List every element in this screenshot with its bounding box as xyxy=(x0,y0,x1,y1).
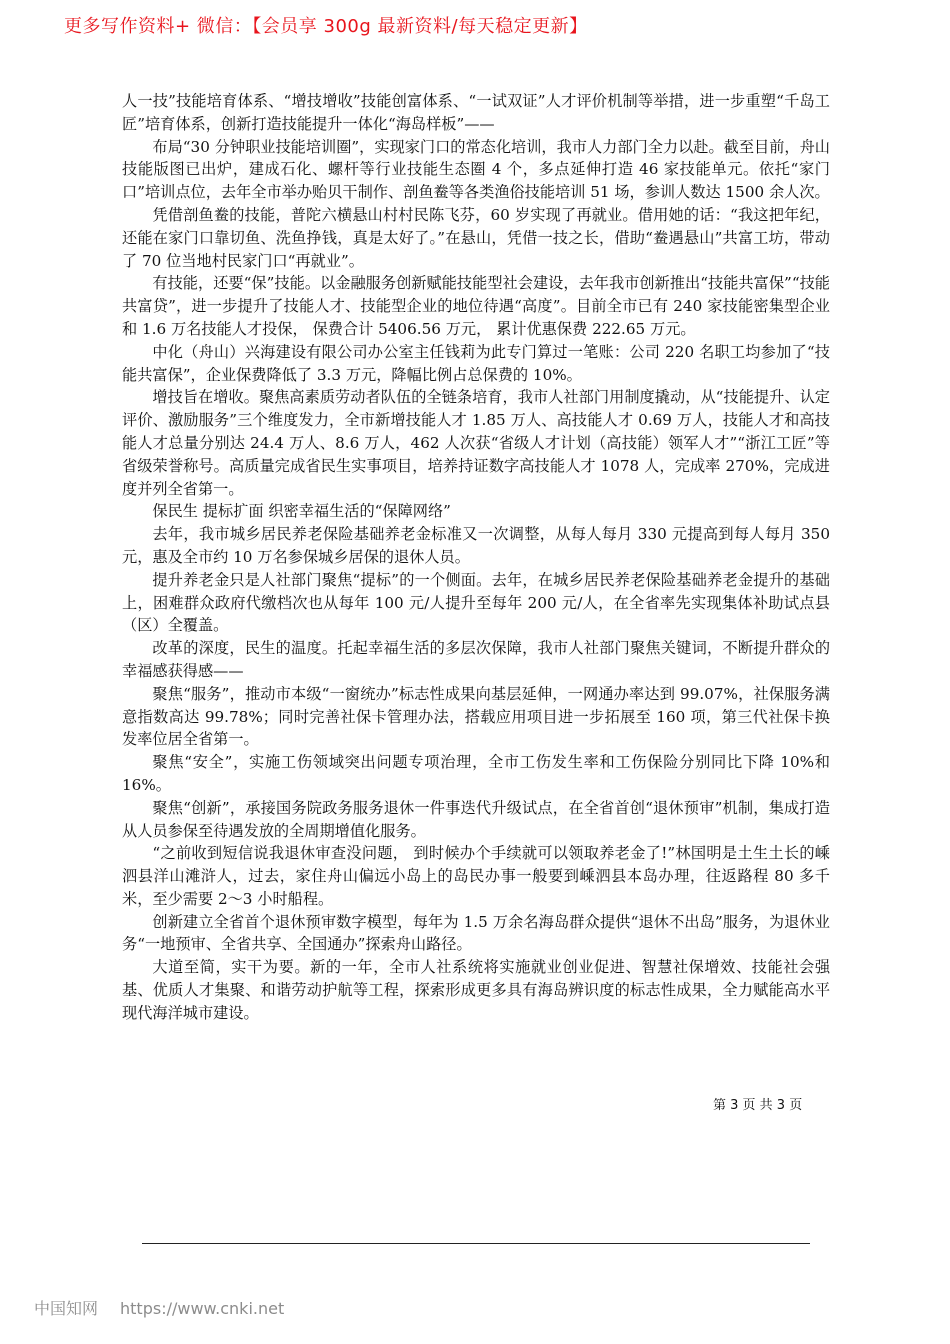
page-number: 第 3 页 共 3 页 xyxy=(713,1098,803,1113)
article-paragraph: 聚焦“安全”，实施工伤领域突出问题专项治理，全市工伤发生率和工伤保险分别同比下降 10%和 16%。 xyxy=(122,753,830,794)
article-paragraph: 去年，我市城乡居民养老保险基础养老金标准又一次调整，从每人每月 330 元提高到每人每月 350 元，惠及全市约 10 万名参保城乡居保的退休人员。 xyxy=(122,525,830,566)
article-paragraph: 聚焦“服务”，推动市本级“一窗统办”标志性成果向基层延伸，一网通办率达到 99.07%，社保服务满意指数高达 99.78%；同时完善社保卡管理办法，搭载应用项目进一步拓展至 160 项，第三代社保卡换发率位居全省第一。 xyxy=(122,684,830,749)
article-paragraph: 大道至简，实干为要。新的一年，全市人社系统将实施就业创业促进、智慧社保增效、技能社会强基、优质人才集聚、和谐劳动护航等工程，探索形成更多具有海岛辨识度的标志性成果，全力赋能高水平现代海洋城市建设。 xyxy=(122,958,830,1022)
article-paragraph: 聚焦“创新”，承接国务院政务服务退休一件事迭代升级试点，在全省首创“退休预审”机制，集成打造从人员参保至待遇发放的全周期增值化服务。 xyxy=(122,798,830,840)
article-paragraph: 提升养老金只是人社部门聚焦“提标”的一个侧面。去年，在城乡居民养老保险基础养老金提升的基础上，困难群众政府代缴档次也从每年 100 元/人提升至每年 200 元/人，在全省率先实现集体补助试点县（区）全覆盖。 xyxy=(122,570,830,635)
promo-banner: 更多写作资料+ 微信：【会员享 300g 最新资料/每天稳定更新】 xyxy=(64,16,588,37)
footer-divider xyxy=(142,1243,810,1244)
article-paragraph: 保民生 提标扩面 织密幸福生活的“保障网络” xyxy=(152,502,451,521)
article-paragraph: 人一技”技能培育体系、“增技增收”技能创富体系、“一试双证”人才评价机制等举措，进一步重塑“千岛工匠”培育体系，创新打造技能提升一体化“海岛样板”—— xyxy=(122,92,830,133)
article-paragraph: 创新建立全省首个退休预审数字模型，每年为 1.5 万余名海岛群众提供“退休不出岛”服务，为退休业务“一地预审、全省共享、全国通办”探索舟山路径。 xyxy=(122,912,830,954)
article-paragraph: 布局“30 分钟职业技能培训圈”，实现家门口的常态化培训，我市人力部门全力以赴。截至目前，舟山技能版图已出炉，建成石化、螺杆等行业技能生态圈 4 个，多点延伸打造 46 家技能单元。依托“家门口”培训点位，去年全市举办贻贝干制作、剖鱼鲞等各类渔俗技能培训 51 场，参训人数达 1500 余人次。 xyxy=(122,137,830,202)
article-paragraph: 中化（舟山）兴海建设有限公司办公室主任钱莉为此专门算过一笔账：公司 220 名职工均参加了“技能共富保”，企业保费降低了 3.3 万元，降幅比例占总保费的 10%。 xyxy=(122,342,830,384)
article-paragraph: 增技旨在增收。聚焦高素质劳动者队伍的全链条培育，我市人社部门用制度撬动，从“技能提升、认定评价、激励服务”三个维度发力，全市新增技能人才 1.85 万人、高技能人才 0.69 万人，技能人才和高技能人才总量分别达 24.4 万人、8.6 万人，462 人次获“省级人才计划（高技能）领军人才”“浙江工匠”等省级荣誉称号。高质量完成省民生实事项目，培养持证数字高技能人才 1078 人，完成率 270%，完成进度并列全省第一。 xyxy=(122,388,830,498)
article-paragraph: “之前收到短信说我退休审查没问题， 到时候办个手续就可以领取养老金了!”林国明是土生土长的嵊泗县洋山滩浒人，过去，家住舟山偏远小岛上的岛民办事一般要到嵊泗县本岛办理，往返路程 80 多千米，至少需要 2～3 小时船程。 xyxy=(122,844,830,908)
watermark-footer xyxy=(34,1296,284,1319)
watermark-url[interactable]: https://www.cnki.net xyxy=(120,1299,285,1318)
article-paragraph: 改革的深度，民生的温度。托起幸福生活的多层次保障，我市人社部门聚焦关键词，不断提升群众的幸福感获得感—— xyxy=(122,639,830,680)
article-paragraph: 凭借剖鱼鲞的技能，普陀六横悬山村村民陈飞芬，60 岁实现了再就业。借用她的话：“我这把年纪，还能在家门口靠切鱼、洗鱼挣钱，真是太好了。”在悬山，凭借一技之长，借助“鲞遇悬山”共富工坊，带动了 70 位当地村民家门口“再就业”。 xyxy=(122,205,830,270)
watermark-site-name: 中国知网 xyxy=(34,1299,99,1318)
article-paragraph: 有技能，还要“保”技能。以金融服务创新赋能技能型社会建设，去年我市创新推出“技能共富保”“技能共富贷”，进一步提升了技能人才、技能型企业的地位待遇“高度”。目前全市已有 240 家技能密集型企业和 1.6 万名技能人才投保， 保费合计 5406.56 万元， 累计优惠保费 222.65 万元。 xyxy=(122,274,830,338)
article-body xyxy=(122,90,830,1025)
